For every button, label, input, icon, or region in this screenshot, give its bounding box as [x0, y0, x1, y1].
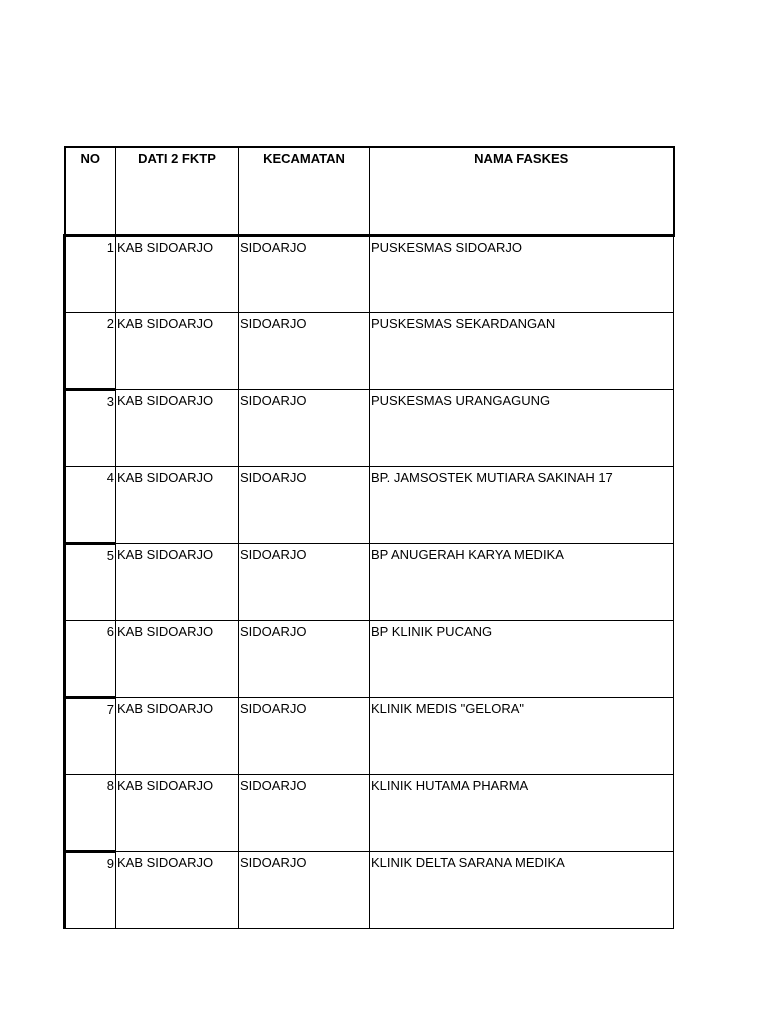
kecamatan-cell: SIDOARJO	[239, 312, 370, 389]
dati-cell: KAB SIDOARJO	[116, 851, 239, 928]
header-nama-faskes: NAMA FASKES	[370, 147, 674, 235]
nama-faskes-cell: KLINIK MEDIS "GELORA"	[370, 697, 674, 774]
nama-faskes-cell: BP KLINIK PUCANG	[370, 620, 674, 697]
table-row	[65, 851, 674, 928]
row-number: 8	[65, 774, 116, 851]
dati-cell: KAB SIDOARJO	[116, 235, 239, 312]
dati-cell: KAB SIDOARJO	[116, 312, 239, 389]
dati-cell: KAB SIDOARJO	[116, 543, 239, 620]
row-number: 9	[65, 851, 116, 928]
header-dati-2-fktp: DATI 2 FKTP	[116, 147, 239, 235]
dati-cell: KAB SIDOARJO	[116, 389, 239, 466]
nama-faskes-cell: PUSKESMAS SEKARDANGAN	[370, 312, 674, 389]
kecamatan-cell: SIDOARJO	[239, 697, 370, 774]
kecamatan-cell: SIDOARJO	[239, 466, 370, 543]
nama-faskes-cell: PUSKESMAS SIDOARJO	[370, 235, 674, 312]
nama-faskes-cell: KLINIK DELTA SARANA MEDIKA	[370, 851, 674, 928]
kecamatan-cell: SIDOARJO	[239, 543, 370, 620]
kecamatan-cell: SIDOARJO	[239, 235, 370, 312]
header-kecamatan: KECAMATAN	[239, 147, 370, 235]
dati-cell: KAB SIDOARJO	[116, 466, 239, 543]
nama-faskes-cell: KLINIK HUTAMA PHARMA	[370, 774, 674, 851]
row-number: 7	[65, 697, 116, 774]
row-number: 5	[65, 543, 116, 620]
faskes-table	[63, 146, 675, 929]
nama-faskes-cell: PUSKESMAS URANGAGUNG	[370, 389, 674, 466]
row-number: 2	[65, 312, 116, 389]
kecamatan-cell: SIDOARJO	[239, 620, 370, 697]
kecamatan-cell: SIDOARJO	[239, 774, 370, 851]
table-row	[65, 235, 674, 312]
kecamatan-cell: SIDOARJO	[239, 851, 370, 928]
row-number: 1	[65, 235, 116, 312]
table-row	[65, 697, 674, 774]
header-row	[65, 147, 674, 235]
kecamatan-cell: SIDOARJO	[239, 389, 370, 466]
table-row	[65, 543, 674, 620]
dati-cell: KAB SIDOARJO	[116, 697, 239, 774]
header-no: NO	[65, 147, 116, 235]
table-row	[65, 312, 674, 389]
table-row	[65, 389, 674, 466]
row-number: 6	[65, 620, 116, 697]
nama-faskes-cell: BP ANUGERAH KARYA MEDIKA	[370, 543, 674, 620]
row-number: 3	[65, 389, 116, 466]
dati-cell: KAB SIDOARJO	[116, 620, 239, 697]
dati-cell: KAB SIDOARJO	[116, 774, 239, 851]
row-number: 4	[65, 466, 116, 543]
faskes-sheet	[63, 146, 672, 929]
nama-faskes-cell: BP. JAMSOSTEK MUTIARA SAKINAH 17	[370, 466, 674, 543]
table-row	[65, 466, 674, 543]
table-row	[65, 774, 674, 851]
table-row	[65, 620, 674, 697]
